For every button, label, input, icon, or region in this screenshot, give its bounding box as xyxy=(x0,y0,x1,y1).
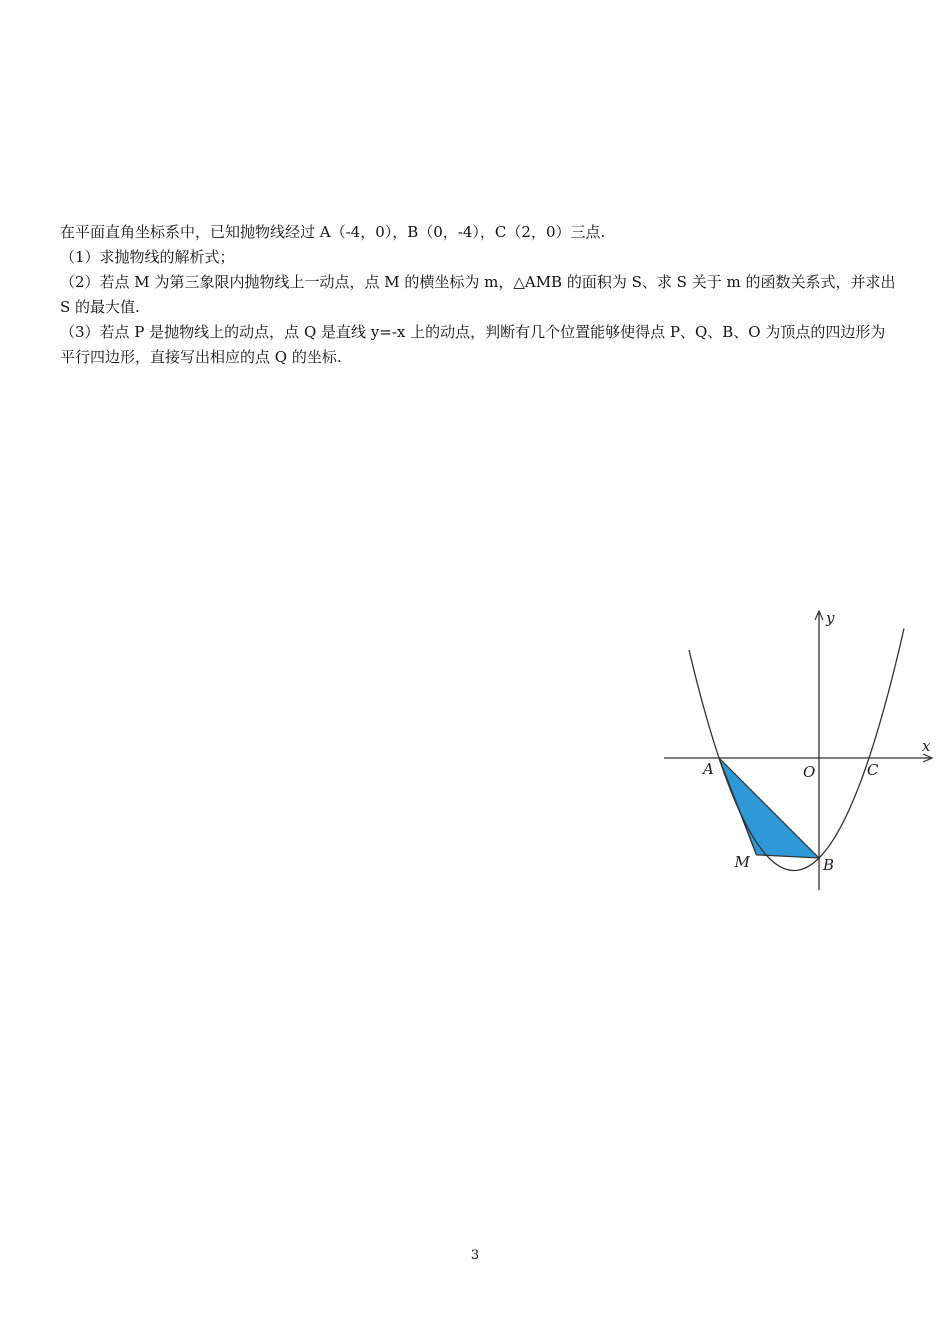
origin-label: O xyxy=(803,763,816,781)
page-number: 3 xyxy=(470,1248,480,1263)
problem-text xyxy=(60,220,900,370)
parabola-figure xyxy=(660,605,940,895)
point-a-label: A xyxy=(703,760,714,778)
problem-part-1: （1）求抛物线的解析式； xyxy=(60,248,235,266)
coordinate-plot xyxy=(660,605,940,895)
y-axis-label: y xyxy=(826,609,835,627)
problem-part-2: （2）若点 M 为第三象限内抛物线上一动点，点 M 的横坐标为 m，△AMB 的面积为 S、求 S 关于 m 的函数关系式，并求出 S 的最大值. xyxy=(60,273,896,316)
x-axis-label: x xyxy=(922,737,931,755)
point-b-label: B xyxy=(823,856,835,874)
point-m-label: M xyxy=(734,852,750,871)
problem-part-3: （3）若点 P 是抛物线上的动点，点 Q 是直线 y=-x 上的动点，判断有几个位置能够使得点 P、Q、B、O 为顶点的四边形为平行四边形，直接写出相应的点 Q 的坐标. xyxy=(60,323,886,366)
parabola-curve xyxy=(689,629,904,871)
point-c-label: C xyxy=(867,761,879,779)
problem-intro: 在平面直角坐标系中，已知抛物线经过 A（-4，0），B（0，-4），C（2，0）三点. xyxy=(60,223,606,241)
